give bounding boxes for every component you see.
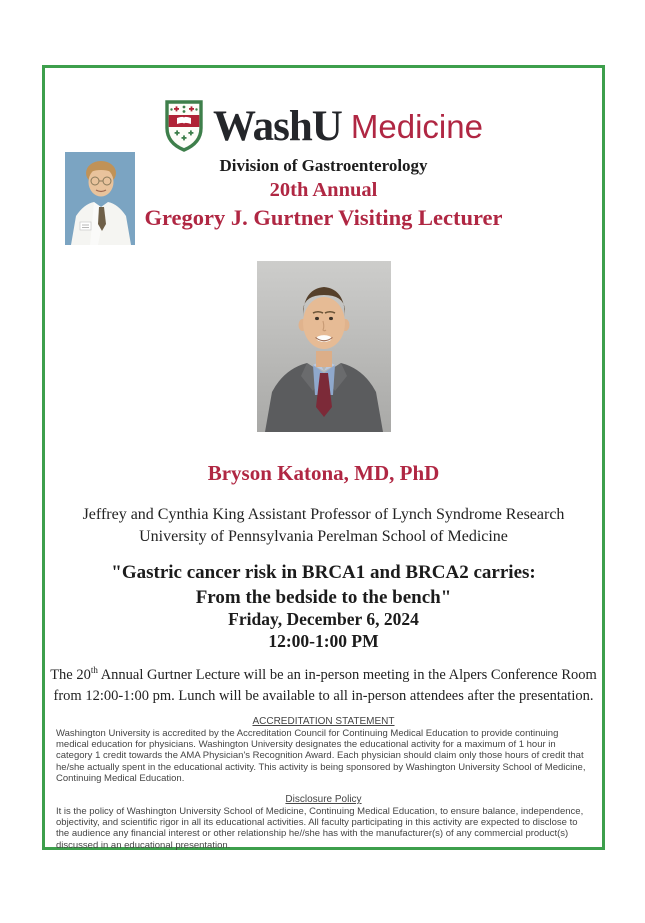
division-title: Division of Gastroenterology: [219, 156, 428, 175]
accreditation-body: Washington University is accredited by the Accreditation Council for Continuing Medical Education to provide continuing medical education for physicians. Washington University designates the educational activity for a maximum of 1 hour in category 1 credit towards the AMA Physician's Recognition Award. Each physician should claim only those hours of credit that he/she actually spent in the educational activity. This activity is being sponsored by Washington University School of Medicine, Continuing Medical Education.: [56, 728, 586, 784]
washu-medicine-logo: [45, 98, 602, 154]
flyer-green-border-frame: [42, 65, 605, 850]
speaker-affiliation: [45, 504, 602, 547]
talk-date: Friday, December 6, 2024: [228, 609, 419, 629]
ordinal-superscript: th: [90, 665, 98, 676]
logo-medicine-wordmark: Medicine: [350, 107, 483, 145]
disclosure-body: It is the policy of Washington University School of Medicine, Continuing Medical Education, to ensure balance, independence, objectivity, and scientific rigor in all its educational activities. All faculty participating in this activity are expected to disclose to the audience any financial interest or other relationship he//she has with the manufacturer(s) of any commercial product(s) discussed in an educational presentation.: [56, 806, 584, 851]
talk-title: [45, 560, 602, 610]
speaker-professorship: Jeffrey and Cynthia King Assistant Professor of Lynch Syndrome Research: [82, 506, 565, 523]
event-details-paragraph: [45, 665, 602, 706]
disclosure-heading: Disclosure Policy: [285, 794, 362, 805]
details-text: Annual Gurtner Lecture will be an in-person meeting in the Alpers Conference Room: [97, 667, 597, 683]
accreditation-heading: ACCREDITATION STATEMENT: [252, 716, 395, 727]
washu-shield-icon: [164, 100, 204, 152]
logo-washu-wordmark: WashU: [213, 102, 342, 150]
annual-title: 20th Annual: [269, 179, 378, 201]
speaker-portrait-photo: [257, 261, 391, 432]
talk-time: 12:00-1:00 PM: [268, 630, 379, 651]
speaker-name: Bryson Katona, MD, PhD: [207, 461, 440, 485]
speaker-school: University of Pennsylvania Perelman School of Medicine: [139, 527, 508, 545]
lecture-series-title: Gregory J. Gurtner Visiting Lecturer: [144, 205, 503, 230]
talk-title-line1: "Gastric cancer risk in BRCA1 and BRCA2 carries:: [111, 562, 536, 583]
event-details-line2: from 12:00-1:00 pm. Lunch will be available to all in-person attendees after the presentation.: [53, 687, 594, 704]
details-text: The 20: [50, 667, 91, 683]
talk-title-line2: From the bedside to the bench": [195, 587, 452, 608]
talk-datetime: [45, 609, 602, 652]
event-details-line1: [45, 665, 602, 686]
